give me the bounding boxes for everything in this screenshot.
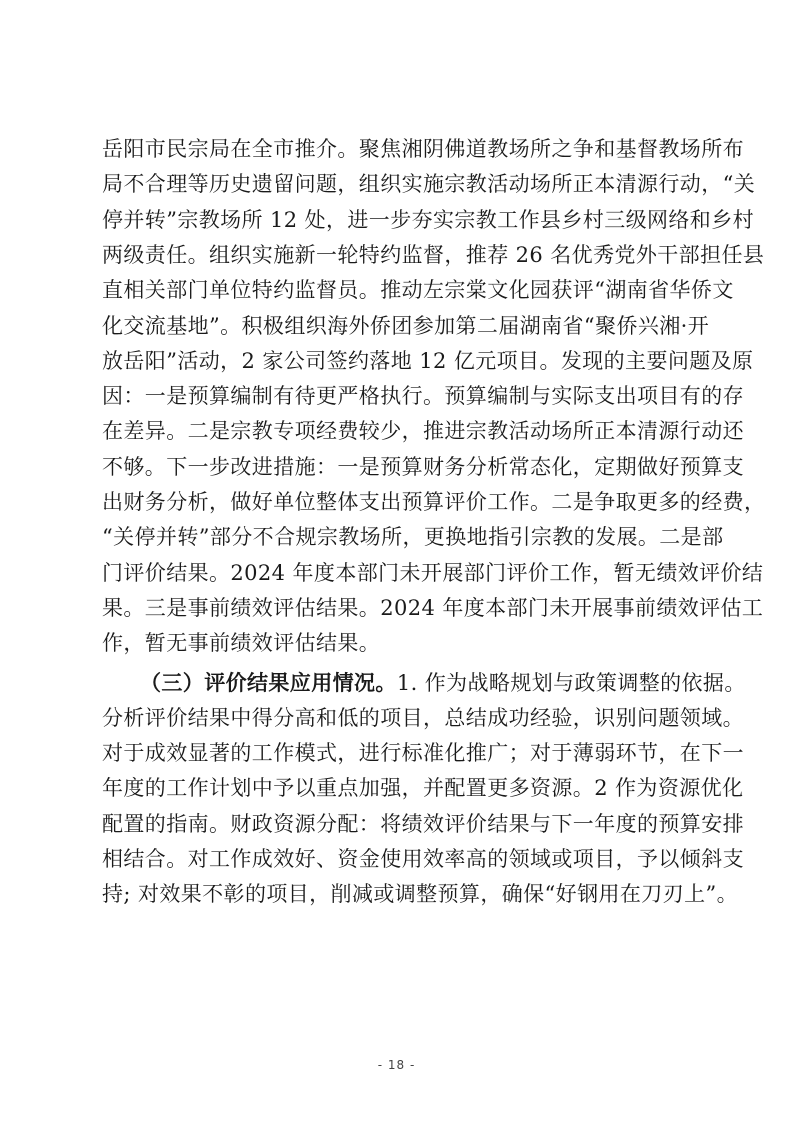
paragraph-line: 对于成效显著的工作模式，进行标准化推广；对于薄弱环节，在下一 bbox=[102, 741, 744, 766]
page-number: - 18 - bbox=[377, 1058, 416, 1072]
paragraph-line: 作，暂无事前绩效评估结果。 bbox=[102, 631, 381, 656]
paragraph-line: 配置的指南。财政资源分配：将绩效评价结果与下一年度的预算安排 bbox=[102, 811, 744, 836]
paragraph-line: 局不合理等历史遗留问题，组织实施宗教活动场所正本清源行动，“关 bbox=[102, 172, 756, 197]
section-heading-text: 1. 作为战略规划与政策调整的依据。 bbox=[396, 670, 746, 695]
paragraph-line: 果。三是事前绩效评估结果。2024 年度本部门未开展事前绩效评估工 bbox=[102, 595, 764, 620]
paragraph-line: 不够。下一步改进措施：一是预算财务分析常态化，定期做好预算支 bbox=[102, 454, 744, 479]
paragraph-line: 停并转”宗教场所 12 处，进一步夯实宗教工作县乡村三级网络和乡村 bbox=[102, 207, 755, 232]
paragraph-line: 放岳阳”活动，2 家公司签约落地 12 亿元项目。发现的主要问题及原 bbox=[102, 348, 754, 373]
paragraph-line: 岳阳市民宗局在全市推介。聚焦湘阴佛道教场所之争和基督教场所布 bbox=[102, 137, 744, 161]
paragraph-line: 出财务分析，做好单位整体支出预算评价工作。二是争取更多的经费， bbox=[102, 490, 766, 514]
paragraph-line: 分析评价结果中得分高和低的项目，总结成功经验，识别问题领域。 bbox=[102, 705, 744, 730]
paragraph-line: 因：一是预算编制有待更严格执行。预算编制与实际支出项目有的存 bbox=[102, 384, 744, 409]
paragraph-line: 持; 对效果不彰的项目，削减或调整预算，确保“好钢用在刀刃上”。 bbox=[102, 882, 739, 907]
paragraph-line: 直相关部门单位特约监督员。推动左宗棠文化园获评“湖南省华侨文 bbox=[102, 278, 734, 303]
paragraph-line: 两级责任。组织实施新一轮特约监督，推荐 26 名优秀党外干部担任县 bbox=[102, 242, 765, 267]
paragraph-line: 在差异。二是宗教专项经费较少，推进宗教活动场所正本清源行动还 bbox=[102, 419, 744, 444]
section-heading-line bbox=[140, 669, 746, 697]
paragraph-line: 年度的工作计划中予以重点加强，并配置更多资源。2 作为资源优化 bbox=[102, 776, 744, 801]
paragraph-line: 化交流基地”。积极组织海外侨团参加第二届湖南省“聚侨兴湘·开 bbox=[102, 313, 710, 338]
paragraph-line: 相结合。对工作成效好、资金使用效率高的领域或项目，予以倾斜支 bbox=[102, 847, 744, 871]
paragraph-line: 门评价结果。2024 年度本部门未开展部门评价工作，暂无绩效评价结 bbox=[102, 560, 764, 585]
section-heading: （三）评价结果应用情况。 bbox=[140, 669, 397, 695]
paragraph-line: “关停并转”部分不合规宗教场所，更换地指引宗教的发展。二是部 bbox=[102, 525, 724, 550]
